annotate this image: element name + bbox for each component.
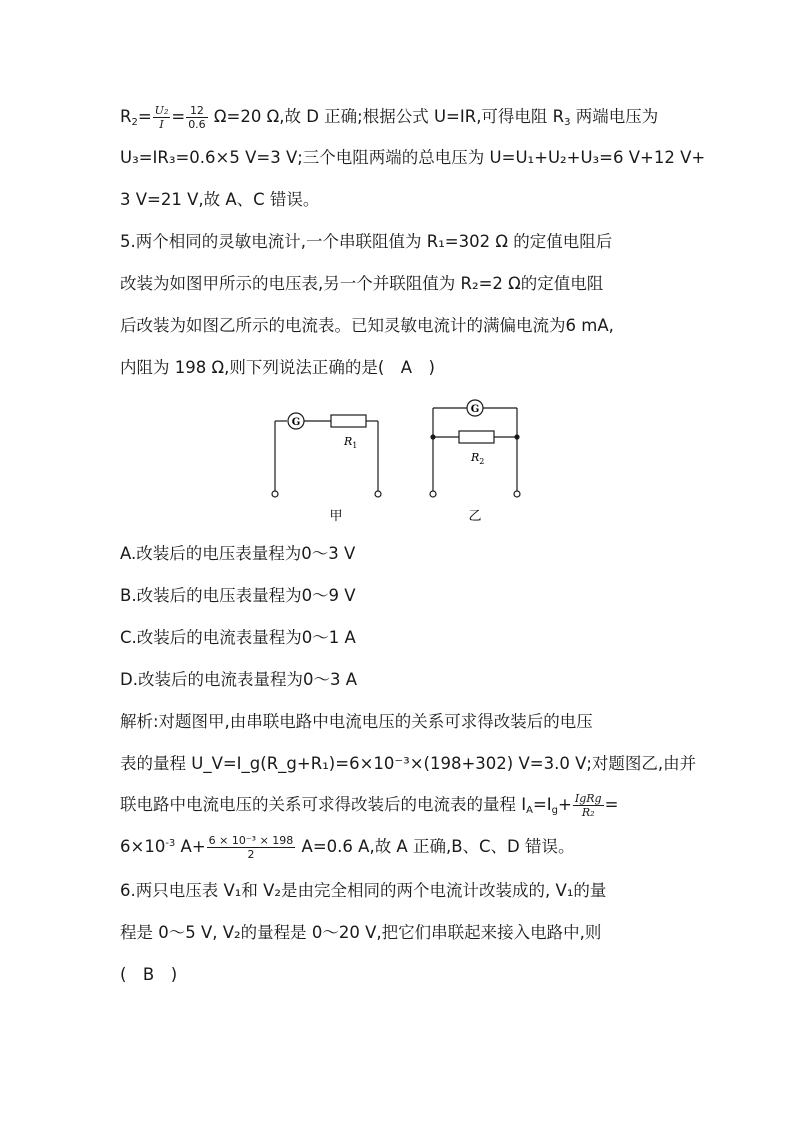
numerator: U₂: [154, 104, 169, 117]
q5-line-1: 5.两个相同的灵敏电流计,一个串联阻值为 R₁=302 Ω 的定值电阻后: [120, 232, 613, 251]
superscript: -3: [165, 838, 176, 849]
text: =: [604, 795, 619, 814]
text: 两端电压为: [570, 107, 659, 126]
denominator: I: [159, 118, 164, 131]
terminal-left: [272, 491, 278, 497]
numerator: IgRg: [574, 792, 602, 805]
denominator: 0.6: [188, 118, 206, 131]
numerator: 6 × 10⁻³ × 198: [208, 834, 294, 847]
q5-line-2: 改装为如图甲所示的电压表,另一个并联阻值为 R₂=2 Ω的定值电阻: [120, 274, 604, 293]
q5-line-4: 内阻为 198 Ω,则下列说法正确的是( A ): [120, 358, 435, 377]
resistor-r2: [459, 431, 494, 443]
resistor-r1: [331, 415, 366, 427]
analysis-line-4: [120, 833, 575, 861]
text: R: [120, 107, 132, 126]
option-d: D.改装后的电流表量程为0～3 A: [120, 670, 357, 689]
fraction-calc: [207, 834, 296, 861]
numerator: 12: [186, 104, 208, 118]
text: =: [137, 107, 152, 126]
text: 6×10: [120, 837, 166, 856]
text: A=0.6 A,故 A 正确,B、C、D 错误。: [296, 837, 575, 856]
fraction-igrg-over-r2: [573, 792, 604, 819]
terminal-left: [430, 491, 436, 497]
text: Ω=20 Ω,故 D 正确;根据公式 U=IR,可得电阻 R: [208, 107, 565, 126]
q6-line-2: 程是 0～5 V, V₂的量程是 0～20 V,把它们串联起来接入电路中,则: [120, 923, 602, 942]
caption-jia: 甲: [329, 509, 343, 524]
denominator: R₂: [581, 806, 595, 819]
text: +: [558, 795, 572, 814]
option-c: C.改装后的电流表量程为0～1 A: [120, 628, 356, 647]
caption-yi: 乙: [468, 509, 482, 524]
denominator: 2: [247, 848, 255, 861]
text: A+: [175, 837, 206, 856]
analysis-line-3: [120, 792, 618, 822]
subscript: 3: [564, 117, 571, 128]
text: =I: [532, 795, 552, 814]
text: 联电路中电流电压的关系可求得改装后的电流表的量程 I: [120, 795, 527, 814]
solution-line-3: 3 V=21 V,故 A、C 错误。: [120, 190, 320, 209]
fraction-12-over-0.6: [186, 104, 208, 131]
r2-label: $R_2$: [471, 451, 485, 466]
analysis-line-1: 解析:对题图甲,由串联电路中电流电压的关系可求得改装后的电压: [120, 712, 593, 731]
subscript: g: [551, 805, 559, 816]
option-b: B.改装后的电压表量程为0～9 V: [120, 586, 356, 605]
solution-line-1: [120, 104, 658, 134]
terminal-right: [514, 491, 520, 497]
option-a: A.改装后的电压表量程为0～3 V: [120, 544, 356, 563]
solution-line-2: U₃=IR₃=0.6×5 V=3 V;三个电阻两端的总电压为 U=U₁+U₂+U₃=6 V+12 V+: [120, 148, 706, 167]
terminal-right: [375, 491, 381, 497]
fraction-u2-over-i: [153, 104, 171, 131]
junction-dot: [515, 435, 519, 439]
junction-dot: [431, 435, 435, 439]
circuit-figure: [260, 393, 540, 533]
circuit-jia: [272, 413, 381, 497]
analysis-line-2: 表的量程 U_V=I_g(R_g+R₁)=6×10⁻³×(198+302) V=3.0 V;对题图乙,由并: [120, 754, 697, 773]
subscript: A: [526, 805, 533, 816]
text: =: [171, 107, 186, 126]
q5-line-3: 后改装为如图乙所示的电流表。已知灵敏电流计的满偏电流为6 mA,: [120, 316, 614, 335]
q6-line-3: ( B ): [120, 965, 178, 984]
galvanometer-label-left: G: [291, 417, 301, 428]
r1-label: $R_1$: [344, 435, 358, 450]
galvanometer-label-right: G: [470, 404, 480, 415]
subscript: 2: [131, 117, 138, 128]
q6-line-1: 6.两只电压表 V₁和 V₂是由完全相同的两个电流计改装成的, V₁的量: [120, 881, 607, 900]
